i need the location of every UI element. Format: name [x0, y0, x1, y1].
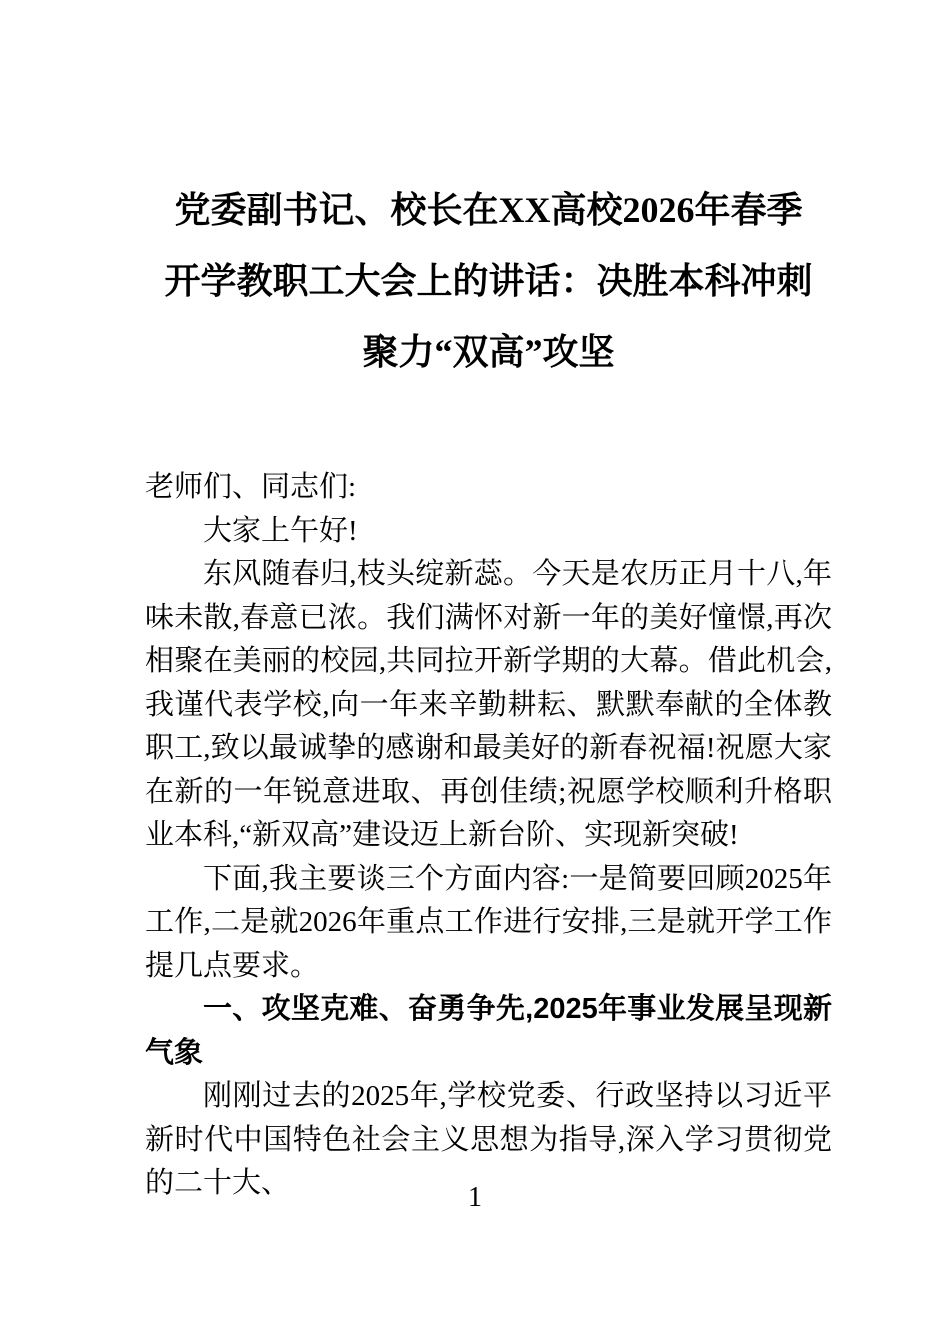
agenda-paragraph: 下面,我主要谈三个方面内容:一是简要回顾2025年工作,二是就2026年重点工作进行安排,三是就开学工作提几点要求。 [145, 862, 832, 982]
document-title [145, 0, 832, 388]
title-line-3: 聚力“双高”攻坚 [362, 332, 615, 372]
section-1-heading: 一、攻坚克难、奋勇争先,2025年事业发展呈现新气象 [145, 993, 832, 1069]
document-content [145, 0, 832, 1206]
page-number: 1 [468, 1182, 482, 1213]
section-1-opening-paragraph: 刚刚过去的2025年,学校党委、行政坚持以习近平新时代中国特色社会主义思想为指导,深入学习贯彻党的二十大、 [145, 1080, 832, 1199]
page-footer [0, 1182, 950, 1214]
salutation-line: 老师们、同志们: [145, 471, 357, 503]
title-line-2: 开学教职工大会上的讲话：决胜本科冲刺 [164, 261, 813, 301]
title-line-1: 党委副书记、校长在XX高校2026年春季 [174, 190, 803, 230]
greeting-line: 大家上午好! [203, 514, 358, 547]
opening-paragraph: 东风随春归,枝头绽新蕊。今天是农历正月十八,年味未散,春意已浓。我们满怀对新一年的美好憧憬,再次相聚在美丽的校园,共同拉开新学期的大幕。借此机会,我谨代表学校,向一年来辛勤耕耘、默默奉献的全体教职工,致以最诚挚的感谢和最美好的新春祝福!祝愿大家在新的一年锐意进取、再创佳绩;祝愿学校顺利升格职业本科,“新双高”建设迈上新台阶、实现新突破! [145, 558, 832, 851]
document-body [145, 466, 832, 1206]
